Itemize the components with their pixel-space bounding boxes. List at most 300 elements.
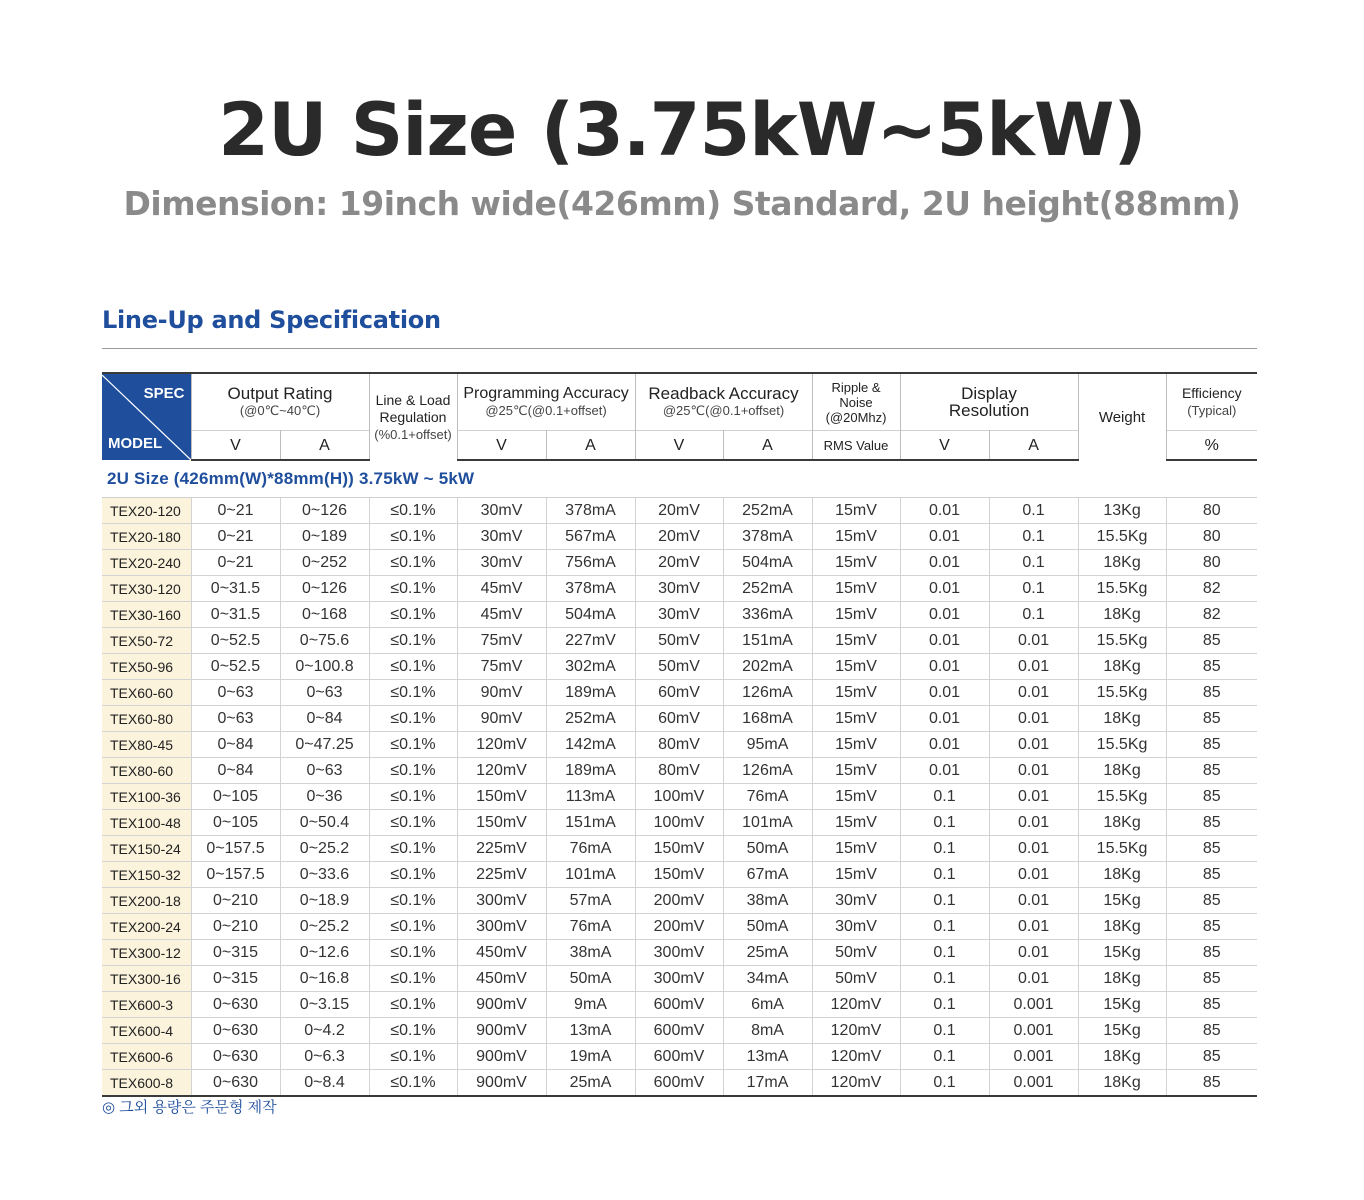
- cell-readback-v: 60mV: [635, 680, 723, 706]
- cell-output-v: 0~21: [191, 550, 280, 576]
- display-a-header: A: [989, 431, 1078, 461]
- cell-output-a: 0~50.4: [280, 810, 369, 836]
- cell-readback-a: 38mA: [723, 888, 812, 914]
- cell-efficiency: 80: [1166, 498, 1257, 524]
- section-title: Line-Up and Specification: [102, 306, 441, 334]
- prog-a-header: A: [546, 431, 635, 461]
- cell-weight: 15Kg: [1078, 1018, 1166, 1044]
- cell-model: TEX80-45: [102, 732, 191, 758]
- table-row: [102, 550, 1257, 576]
- cell-output-a: 0~63: [280, 680, 369, 706]
- cell-output-v: 0~630: [191, 992, 280, 1018]
- page-title: 2U Size (3.75kW~5kW): [218, 88, 1146, 173]
- readback-accuracy-sub: @25℃(@0.1+offset): [662, 403, 785, 418]
- cell-display-v: 0.1: [900, 888, 989, 914]
- line-load-1: Line & Load: [375, 391, 451, 408]
- cell-output-a: 0~4.2: [280, 1018, 369, 1044]
- cell-output-a: 0~18.9: [280, 888, 369, 914]
- cell-readback-v: 600mV: [635, 1070, 723, 1097]
- cell-regulation: ≤0.1%: [369, 914, 457, 940]
- rms-value-header: RMS Value: [812, 431, 900, 461]
- cell-display-v: 0.01: [900, 498, 989, 524]
- table-row: [102, 966, 1257, 992]
- cell-model: TEX150-24: [102, 836, 191, 862]
- table-row: [102, 784, 1257, 810]
- prog-accuracy-header: [457, 373, 635, 431]
- table-row: [102, 524, 1257, 550]
- cell-ripple: 15mV: [812, 576, 900, 602]
- table-row: [102, 940, 1257, 966]
- cell-ripple: 15mV: [812, 550, 900, 576]
- cell-output-a: 0~84: [280, 706, 369, 732]
- cell-ripple: 120mV: [812, 992, 900, 1018]
- cell-ripple: 15mV: [812, 628, 900, 654]
- cell-prog-v: 120mV: [457, 732, 546, 758]
- cell-readback-a: 50mA: [723, 914, 812, 940]
- cell-weight: 15.5Kg: [1078, 680, 1166, 706]
- cell-prog-v: 75mV: [457, 628, 546, 654]
- table-row: [102, 628, 1257, 654]
- cell-display-v: 0.1: [900, 784, 989, 810]
- cell-display-v: 0.01: [900, 680, 989, 706]
- cell-efficiency: 85: [1166, 784, 1257, 810]
- cell-prog-v: 150mV: [457, 784, 546, 810]
- cell-prog-a: 113mA: [546, 784, 635, 810]
- table-row: [102, 914, 1257, 940]
- efficiency-unit-header: %: [1166, 431, 1257, 461]
- readback-accuracy-title: Readback Accuracy: [648, 384, 799, 403]
- cell-output-v: 0~52.5: [191, 628, 280, 654]
- cell-prog-v: 90mV: [457, 706, 546, 732]
- cell-readback-v: 60mV: [635, 706, 723, 732]
- cell-prog-v: 900mV: [457, 1018, 546, 1044]
- cell-readback-a: 151mA: [723, 628, 812, 654]
- spec-model-corner: [102, 373, 191, 460]
- cell-display-a: 0.01: [989, 966, 1078, 992]
- cell-display-a: 0.001: [989, 1070, 1078, 1097]
- cell-display-a: 0.01: [989, 680, 1078, 706]
- cell-weight: 18Kg: [1078, 758, 1166, 784]
- model-label: MODEL: [108, 434, 163, 452]
- cell-readback-a: 101mA: [723, 810, 812, 836]
- cell-ripple: 15mV: [812, 654, 900, 680]
- cell-readback-a: 17mA: [723, 1070, 812, 1097]
- cell-readback-a: 252mA: [723, 498, 812, 524]
- cell-readback-v: 50mV: [635, 628, 723, 654]
- table-row: [102, 654, 1257, 680]
- cell-output-v: 0~84: [191, 758, 280, 784]
- cell-readback-v: 150mV: [635, 862, 723, 888]
- cell-weight: 18Kg: [1078, 966, 1166, 992]
- cell-display-v: 0.1: [900, 966, 989, 992]
- cell-readback-a: 126mA: [723, 758, 812, 784]
- prog-accuracy-sub: @25℃(@0.1+offset): [485, 403, 607, 418]
- cell-display-a: 0.01: [989, 914, 1078, 940]
- cell-weight: 15.5Kg: [1078, 836, 1166, 862]
- cell-regulation: ≤0.1%: [369, 758, 457, 784]
- cell-output-a: 0~3.15: [280, 992, 369, 1018]
- cell-readback-v: 20mV: [635, 524, 723, 550]
- cell-output-v: 0~630: [191, 1070, 280, 1097]
- cell-prog-a: 25mA: [546, 1070, 635, 1097]
- cell-weight: 18Kg: [1078, 706, 1166, 732]
- cell-output-v: 0~105: [191, 810, 280, 836]
- cell-regulation: ≤0.1%: [369, 810, 457, 836]
- cell-model: TEX20-180: [102, 524, 191, 550]
- cell-output-a: 0~36: [280, 784, 369, 810]
- cell-prog-v: 900mV: [457, 992, 546, 1018]
- cell-regulation: ≤0.1%: [369, 498, 457, 524]
- cell-ripple: 15mV: [812, 680, 900, 706]
- cell-prog-a: 567mA: [546, 524, 635, 550]
- cell-readback-a: 6mA: [723, 992, 812, 1018]
- cell-readback-v: 100mV: [635, 810, 723, 836]
- cell-output-v: 0~31.5: [191, 576, 280, 602]
- cell-ripple: 30mV: [812, 914, 900, 940]
- cell-output-v: 0~63: [191, 680, 280, 706]
- cell-output-a: 0~189: [280, 524, 369, 550]
- cell-readback-a: 25mA: [723, 940, 812, 966]
- cell-regulation: ≤0.1%: [369, 992, 457, 1018]
- cell-output-v: 0~315: [191, 940, 280, 966]
- cell-ripple: 15mV: [812, 810, 900, 836]
- output-rating-sub: (@0℃~40℃): [239, 403, 321, 418]
- cell-readback-a: 95mA: [723, 732, 812, 758]
- cell-prog-a: 189mA: [546, 758, 635, 784]
- cell-efficiency: 85: [1166, 940, 1257, 966]
- cell-prog-v: 150mV: [457, 810, 546, 836]
- cell-ripple: 120mV: [812, 1070, 900, 1097]
- cell-model: TEX200-24: [102, 914, 191, 940]
- ripple-2: Noise: [839, 394, 873, 410]
- cell-regulation: ≤0.1%: [369, 654, 457, 680]
- output-rating-title: Output Rating: [227, 384, 333, 403]
- cell-model: TEX600-6: [102, 1044, 191, 1070]
- cell-readback-a: 168mA: [723, 706, 812, 732]
- cell-weight: 15.5Kg: [1078, 732, 1166, 758]
- cell-output-a: 0~8.4: [280, 1070, 369, 1097]
- cell-weight: 15Kg: [1078, 992, 1166, 1018]
- cell-efficiency: 85: [1166, 862, 1257, 888]
- cell-output-v: 0~157.5: [191, 836, 280, 862]
- cell-efficiency: 82: [1166, 602, 1257, 628]
- cell-output-a: 0~25.2: [280, 836, 369, 862]
- display-resolution-header: [900, 373, 1078, 431]
- cell-display-v: 0.1: [900, 836, 989, 862]
- cell-model: TEX20-120: [102, 498, 191, 524]
- cell-output-a: 0~75.6: [280, 628, 369, 654]
- table-row: [102, 836, 1257, 862]
- cell-model: TEX60-60: [102, 680, 191, 706]
- cell-weight: 15.5Kg: [1078, 576, 1166, 602]
- cell-regulation: ≤0.1%: [369, 1018, 457, 1044]
- cell-prog-a: 302mA: [546, 654, 635, 680]
- cell-weight: 15.5Kg: [1078, 628, 1166, 654]
- cell-readback-v: 200mV: [635, 914, 723, 940]
- cell-display-v: 0.1: [900, 1044, 989, 1070]
- output-a-header: A: [280, 431, 369, 461]
- table-row: [102, 576, 1257, 602]
- cell-model: TEX30-120: [102, 576, 191, 602]
- cell-prog-a: 504mA: [546, 602, 635, 628]
- table-row: [102, 862, 1257, 888]
- cell-readback-v: 20mV: [635, 550, 723, 576]
- cell-prog-a: 151mA: [546, 810, 635, 836]
- cell-prog-a: 76mA: [546, 914, 635, 940]
- cell-display-v: 0.1: [900, 1070, 989, 1097]
- cell-output-v: 0~63: [191, 706, 280, 732]
- table-row: [102, 810, 1257, 836]
- cell-display-a: 0.1: [989, 498, 1078, 524]
- cell-display-a: 0.01: [989, 784, 1078, 810]
- weight-header: Weight: [1078, 373, 1166, 460]
- cell-efficiency: 85: [1166, 992, 1257, 1018]
- cell-readback-a: 50mA: [723, 836, 812, 862]
- cell-prog-v: 900mV: [457, 1044, 546, 1070]
- page-subtitle: Dimension: 19inch wide(426mm) Standard, 2U height(88mm): [123, 184, 1241, 223]
- cell-model: TEX200-18: [102, 888, 191, 914]
- cell-efficiency: 82: [1166, 576, 1257, 602]
- cell-display-a: 0.1: [989, 550, 1078, 576]
- cell-display-a: 0.01: [989, 810, 1078, 836]
- cell-prog-a: 227mV: [546, 628, 635, 654]
- display-v-header: V: [900, 431, 989, 461]
- group-label: 2U Size (426mm(W)*88mm(H)) 3.75kW ~ 5kW: [102, 460, 1257, 498]
- cell-prog-v: 30mV: [457, 524, 546, 550]
- cell-ripple: 50mV: [812, 966, 900, 992]
- cell-weight: 13Kg: [1078, 498, 1166, 524]
- cell-display-v: 0.1: [900, 940, 989, 966]
- table-row: [102, 680, 1257, 706]
- cell-display-a: 0.01: [989, 654, 1078, 680]
- cell-model: TEX50-96: [102, 654, 191, 680]
- cell-display-a: 0.001: [989, 992, 1078, 1018]
- table-row: [102, 498, 1257, 524]
- cell-regulation: ≤0.1%: [369, 784, 457, 810]
- cell-ripple: 15mV: [812, 602, 900, 628]
- cell-output-v: 0~21: [191, 498, 280, 524]
- section-divider: [102, 348, 1257, 349]
- ripple-noise-header: [812, 373, 900, 431]
- line-load-3: (%0.1+offset): [374, 426, 452, 442]
- cell-display-a: 0.01: [989, 888, 1078, 914]
- cell-readback-v: 50mV: [635, 654, 723, 680]
- cell-prog-v: 450mV: [457, 966, 546, 992]
- cell-model: TEX600-8: [102, 1070, 191, 1097]
- cell-display-a: 0.1: [989, 576, 1078, 602]
- cell-efficiency: 85: [1166, 732, 1257, 758]
- cell-output-v: 0~21: [191, 524, 280, 550]
- cell-output-v: 0~630: [191, 1044, 280, 1070]
- output-rating-header: [191, 373, 369, 431]
- cell-prog-a: 57mA: [546, 888, 635, 914]
- cell-regulation: ≤0.1%: [369, 706, 457, 732]
- cell-readback-v: 600mV: [635, 1044, 723, 1070]
- efficiency-title: Efficiency: [1181, 385, 1242, 401]
- cell-ripple: 50mV: [812, 940, 900, 966]
- cell-readback-a: 8mA: [723, 1018, 812, 1044]
- table-row: [102, 1018, 1257, 1044]
- cell-ripple: 15mV: [812, 784, 900, 810]
- cell-prog-v: 120mV: [457, 758, 546, 784]
- cell-weight: 18Kg: [1078, 550, 1166, 576]
- cell-regulation: ≤0.1%: [369, 888, 457, 914]
- cell-ripple: 120mV: [812, 1044, 900, 1070]
- cell-regulation: ≤0.1%: [369, 550, 457, 576]
- cell-display-a: 0.1: [989, 524, 1078, 550]
- spec-table: [102, 372, 1257, 1097]
- cell-output-a: 0~100.8: [280, 654, 369, 680]
- prog-v-header: V: [457, 431, 546, 461]
- cell-regulation: ≤0.1%: [369, 602, 457, 628]
- cell-readback-v: 20mV: [635, 498, 723, 524]
- cell-prog-v: 90mV: [457, 680, 546, 706]
- ripple-3: (@20Mhz): [825, 409, 887, 425]
- cell-model: TEX150-32: [102, 862, 191, 888]
- cell-prog-a: 142mA: [546, 732, 635, 758]
- cell-display-v: 0.01: [900, 706, 989, 732]
- table-row: [102, 602, 1257, 628]
- table-row: [102, 1070, 1257, 1097]
- cell-weight: 18Kg: [1078, 914, 1166, 940]
- cell-prog-a: 378mA: [546, 576, 635, 602]
- cell-ripple: 15mV: [812, 758, 900, 784]
- efficiency-sub: (Typical): [1187, 403, 1237, 418]
- cell-display-v: 0.01: [900, 602, 989, 628]
- cell-model: TEX60-80: [102, 706, 191, 732]
- cell-prog-v: 300mV: [457, 888, 546, 914]
- cell-prog-a: 13mA: [546, 1018, 635, 1044]
- cell-display-v: 0.01: [900, 758, 989, 784]
- line-load-2: Regulation: [379, 408, 447, 425]
- cell-display-v: 0.1: [900, 992, 989, 1018]
- cell-regulation: ≤0.1%: [369, 836, 457, 862]
- cell-readback-v: 100mV: [635, 784, 723, 810]
- cell-ripple: 15mV: [812, 836, 900, 862]
- cell-ripple: 15mV: [812, 862, 900, 888]
- cell-prog-v: 30mV: [457, 550, 546, 576]
- cell-display-v: 0.01: [900, 732, 989, 758]
- cell-output-a: 0~126: [280, 576, 369, 602]
- cell-display-a: 0.01: [989, 732, 1078, 758]
- cell-prog-v: 225mV: [457, 862, 546, 888]
- cell-readback-v: 80mV: [635, 732, 723, 758]
- cell-readback-a: 76mA: [723, 784, 812, 810]
- cell-regulation: ≤0.1%: [369, 1070, 457, 1097]
- cell-display-v: 0.1: [900, 1018, 989, 1044]
- cell-weight: 18Kg: [1078, 602, 1166, 628]
- cell-output-v: 0~31.5: [191, 602, 280, 628]
- cell-weight: 18Kg: [1078, 654, 1166, 680]
- cell-regulation: ≤0.1%: [369, 628, 457, 654]
- cell-readback-a: 202mA: [723, 654, 812, 680]
- cell-prog-v: 45mV: [457, 576, 546, 602]
- cell-ripple: 120mV: [812, 1018, 900, 1044]
- readback-accuracy-header: [635, 373, 812, 431]
- footnote: ◎ 그외 용량은 주문형 제작: [102, 1099, 277, 1116]
- readback-a-header: A: [723, 431, 812, 461]
- cell-efficiency: 80: [1166, 524, 1257, 550]
- cell-display-a: 0.1: [989, 602, 1078, 628]
- cell-prog-a: 9mA: [546, 992, 635, 1018]
- efficiency-header: [1166, 373, 1257, 431]
- cell-display-v: 0.01: [900, 628, 989, 654]
- ripple-1: Ripple &: [831, 379, 881, 395]
- cell-output-a: 0~25.2: [280, 914, 369, 940]
- cell-output-v: 0~105: [191, 784, 280, 810]
- cell-output-v: 0~157.5: [191, 862, 280, 888]
- table-row: [102, 1044, 1257, 1070]
- cell-model: TEX20-240: [102, 550, 191, 576]
- cell-model: TEX100-48: [102, 810, 191, 836]
- cell-readback-v: 300mV: [635, 966, 723, 992]
- cell-prog-v: 900mV: [457, 1070, 546, 1097]
- cell-display-a: 0.01: [989, 628, 1078, 654]
- cell-readback-a: 252mA: [723, 576, 812, 602]
- cell-readback-v: 600mV: [635, 1018, 723, 1044]
- cell-output-a: 0~16.8: [280, 966, 369, 992]
- cell-ripple: 15mV: [812, 498, 900, 524]
- cell-efficiency: 85: [1166, 628, 1257, 654]
- cell-weight: 18Kg: [1078, 1070, 1166, 1097]
- cell-prog-a: 50mA: [546, 966, 635, 992]
- cell-regulation: ≤0.1%: [369, 680, 457, 706]
- cell-display-a: 0.01: [989, 836, 1078, 862]
- cell-display-v: 0.01: [900, 550, 989, 576]
- cell-output-v: 0~52.5: [191, 654, 280, 680]
- cell-ripple: 15mV: [812, 524, 900, 550]
- cell-output-a: 0~168: [280, 602, 369, 628]
- cell-readback-v: 30mV: [635, 602, 723, 628]
- output-v-header: V: [191, 431, 280, 461]
- cell-display-v: 0.1: [900, 810, 989, 836]
- cell-output-a: 0~47.25: [280, 732, 369, 758]
- cell-display-v: 0.1: [900, 862, 989, 888]
- cell-readback-a: 336mA: [723, 602, 812, 628]
- cell-efficiency: 85: [1166, 680, 1257, 706]
- cell-efficiency: 85: [1166, 1018, 1257, 1044]
- cell-regulation: ≤0.1%: [369, 862, 457, 888]
- cell-output-a: 0~33.6: [280, 862, 369, 888]
- cell-prog-v: 45mV: [457, 602, 546, 628]
- cell-readback-a: 13mA: [723, 1044, 812, 1070]
- cell-weight: 15.5Kg: [1078, 524, 1166, 550]
- cell-model: TEX300-16: [102, 966, 191, 992]
- cell-prog-a: 19mA: [546, 1044, 635, 1070]
- cell-display-v: 0.01: [900, 576, 989, 602]
- cell-regulation: ≤0.1%: [369, 966, 457, 992]
- cell-prog-a: 101mA: [546, 862, 635, 888]
- cell-prog-a: 252mA: [546, 706, 635, 732]
- cell-prog-a: 189mA: [546, 680, 635, 706]
- cell-readback-a: 126mA: [723, 680, 812, 706]
- cell-display-a: 0.01: [989, 706, 1078, 732]
- cell-output-v: 0~630: [191, 1018, 280, 1044]
- cell-readback-a: 504mA: [723, 550, 812, 576]
- cell-efficiency: 85: [1166, 966, 1257, 992]
- cell-display-v: 0.01: [900, 524, 989, 550]
- cell-efficiency: 85: [1166, 654, 1257, 680]
- cell-output-a: 0~252: [280, 550, 369, 576]
- cell-readback-v: 600mV: [635, 992, 723, 1018]
- cell-output-a: 0~63: [280, 758, 369, 784]
- cell-display-a: 0.01: [989, 940, 1078, 966]
- cell-prog-a: 378mA: [546, 498, 635, 524]
- line-load-header: [369, 373, 457, 460]
- table-row: [102, 992, 1257, 1018]
- cell-efficiency: 85: [1166, 914, 1257, 940]
- cell-regulation: ≤0.1%: [369, 1044, 457, 1070]
